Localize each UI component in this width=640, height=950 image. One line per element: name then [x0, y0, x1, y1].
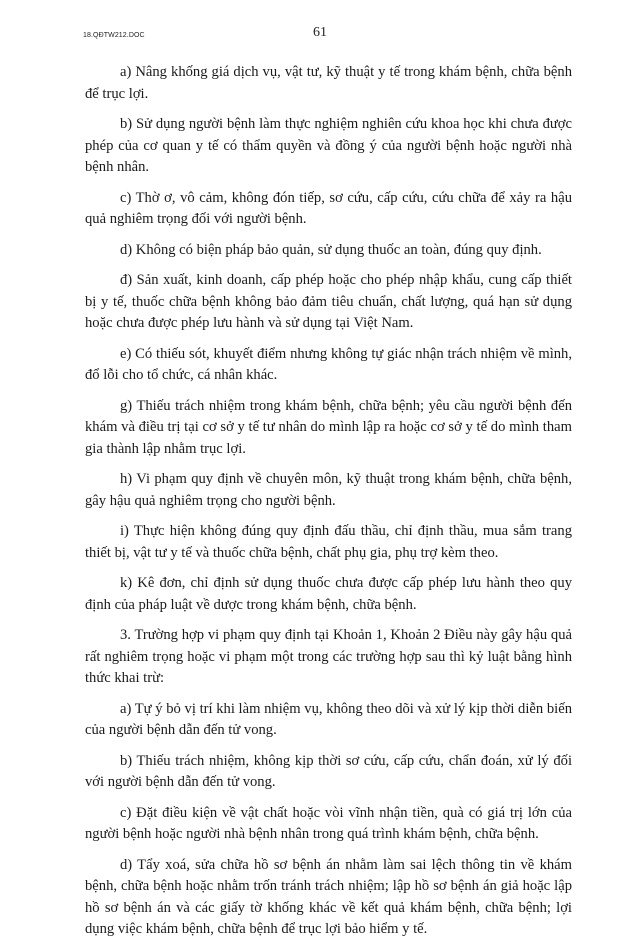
paragraph-dd: đ) Sản xuất, kinh doanh, cấp phép hoặc cho phép nhập khẩu, cung cấp thiết bị y tế, thuốc chữa bệnh không bảo đảm tiêu chuẩn, chất lượng, quá hạn sử dụng hoặc chưa được phép lưu hành và sử dụng tại Việt Nam.	[85, 272, 572, 331]
paragraph-a-1: a) Nâng khống giá dịch vụ, vật tư, kỹ thuật y tế trong khám bệnh, chữa bệnh để trục lợi.	[85, 64, 572, 102]
paragraph-c-1: c) Thờ ơ, vô cảm, không đón tiếp, sơ cứu, cấp cứu, cứu chữa để xảy ra hậu quả nghiêm trọng đối với người bệnh.	[85, 189, 572, 227]
paragraph-c-2: c) Đặt điều kiện về vật chất hoặc vòi vĩnh nhận tiền, quà có giá trị lớn của người bệnh hoặc người nhà bệnh nhân trong quá trình khám bệnh, chữa bệnh.	[85, 804, 572, 842]
paragraph-g: g) Thiếu trách nhiệm trong khám bệnh, chữa bệnh; yêu cầu người bệnh đến khám và điều trị tại cơ sở y tế tư nhân do mình lập ra hoặc cơ sở y tế do mình tham gia thành lập nhằm trục lợi.	[85, 397, 572, 457]
paragraph-k: k) Kê đơn, chỉ định sử dụng thuốc chưa được cấp phép lưu hành theo quy định của pháp luật về dược trong khám bệnh, chữa bệnh.	[85, 575, 572, 613]
paragraph-section-3: 3. Trường hợp vi phạm quy định tại Khoản 1, Khoản 2 Điều này gây hậu quả rất nghiêm trọng hoặc vi phạm một trong các trường hợp sau thì kỷ luật bằng hình thức khai trừ:	[85, 627, 572, 686]
document-body	[85, 62, 572, 950]
paragraph-d-1: d) Không có biện pháp bảo quản, sử dụng thuốc an toàn, đúng quy định.	[120, 241, 542, 258]
paragraph-d-2: d) Tẩy xoá, sửa chữa hồ sơ bệnh án nhằm làm sai lệch thông tin về khám bệnh, chữa bệnh hoặc nhằm trốn tránh trách nhiệm; lập hồ sơ bệnh án giả hoặc lập hồ sơ bệnh án và các giấy tờ khống khác về kết quả khám bệnh, chữa bệnh; lợi dụng việc khám bệnh, chữa bệnh để trục lợi bảo hiểm y tế.	[85, 856, 572, 937]
paragraph-b-1: b) Sử dụng người bệnh làm thực nghiệm nghiên cứu khoa học khi chưa được phép của cơ quan y tế có thẩm quyền và đồng ý của người bệnh hoặc người nhà bệnh nhân.	[85, 116, 572, 175]
paragraph-a-2: a) Tự ý bỏ vị trí khi làm nhiệm vụ, không theo dõi và xử lý kịp thời diễn biến của người bệnh dẫn đến tử vong.	[85, 700, 572, 738]
paragraph-b-2: b) Thiếu trách nhiệm, không kịp thời sơ cứu, cấp cứu, chẩn đoán, xử lý đối với người bệnh dẫn đến tử vong.	[85, 752, 572, 790]
page-number: 61	[313, 25, 327, 40]
document-filename: 18.QĐTW212.DOC	[83, 32, 145, 39]
paragraph-e: e) Có thiếu sót, khuyết điểm nhưng không tự giác nhận trách nhiệm về mình, đổ lỗi cho tổ chức, cá nhân khác.	[85, 345, 572, 383]
paragraph-h: h) Vi phạm quy định về chuyên môn, kỹ thuật trong khám bệnh, chữa bệnh, gây hậu quả nghiêm trọng cho người bệnh.	[85, 471, 572, 509]
paragraph-i: i) Thực hiện không đúng quy định đấu thầu, chỉ định thầu, mua sắm trang thiết bị, vật tư y tế và thuốc chữa bệnh, chất phụ gia, phụ trợ kèm theo.	[85, 523, 572, 561]
